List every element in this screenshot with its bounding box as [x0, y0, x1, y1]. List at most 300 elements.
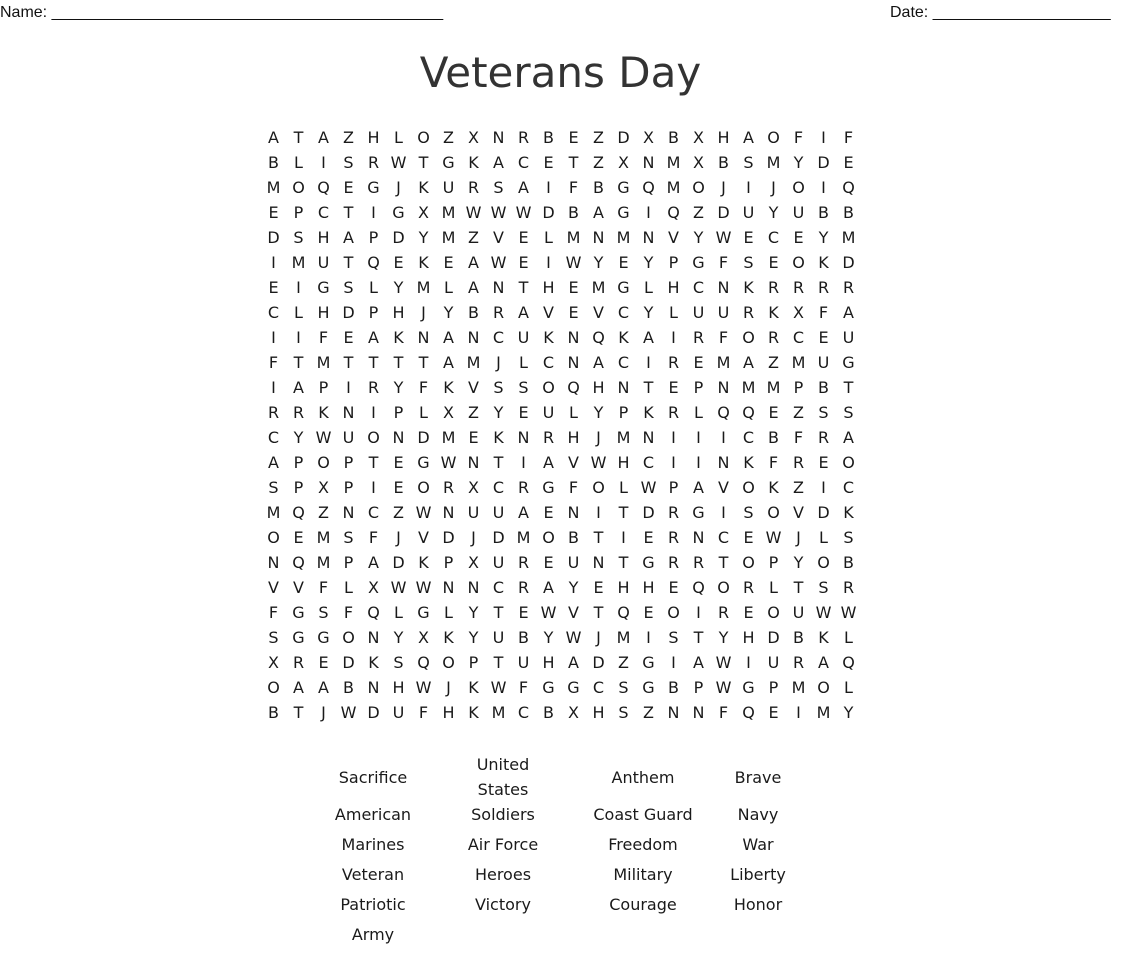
- grid-letter[interactable]: Y: [843, 703, 854, 722]
- grid-letter[interactable]: W: [565, 253, 582, 272]
- grid-letter[interactable]: D: [442, 528, 455, 547]
- grid-letter[interactable]: O: [367, 428, 380, 447]
- grid-letter[interactable]: Z: [793, 478, 804, 497]
- grid-letter[interactable]: P: [693, 378, 704, 397]
- grid-letter[interactable]: J: [796, 528, 801, 547]
- grid-letter[interactable]: B: [268, 153, 279, 172]
- grid-letter[interactable]: C: [792, 328, 805, 347]
- grid-letter[interactable]: Q: [692, 578, 705, 597]
- grid-letter[interactable]: O: [317, 453, 330, 472]
- grid-letter[interactable]: F: [768, 453, 779, 472]
- grid-letter[interactable]: Y: [793, 553, 804, 572]
- grid-letter[interactable]: G: [417, 603, 430, 622]
- grid-letter[interactable]: R: [842, 278, 855, 297]
- grid-letter[interactable]: D: [367, 703, 380, 722]
- grid-letter[interactable]: L: [394, 128, 403, 147]
- grid-letter[interactable]: J: [446, 678, 451, 697]
- grid-letter[interactable]: Z: [793, 403, 804, 422]
- grid-letter[interactable]: F: [793, 428, 804, 447]
- grid-letter[interactable]: I: [371, 203, 376, 222]
- grid-letter[interactable]: M: [616, 428, 631, 447]
- grid-letter[interactable]: F: [568, 178, 579, 197]
- grid-letter[interactable]: B: [468, 303, 479, 322]
- grid-letter[interactable]: U: [342, 428, 355, 447]
- grid-letter[interactable]: N: [642, 228, 655, 247]
- grid-letter[interactable]: Z: [593, 128, 604, 147]
- grid-letter[interactable]: T: [568, 153, 579, 172]
- grid-letter[interactable]: S: [393, 653, 404, 672]
- grid-letter[interactable]: I: [696, 453, 701, 472]
- grid-letter[interactable]: F: [518, 678, 529, 697]
- grid-letter[interactable]: K: [743, 278, 754, 297]
- grid-letter[interactable]: X: [643, 128, 654, 147]
- grid-letter[interactable]: G: [317, 278, 330, 297]
- grid-letter[interactable]: K: [818, 253, 829, 272]
- grid-letter[interactable]: R: [817, 278, 830, 297]
- grid-letter[interactable]: K: [543, 328, 554, 347]
- grid-letter[interactable]: D: [392, 553, 405, 572]
- grid-letter[interactable]: G: [392, 203, 405, 222]
- grid-letter[interactable]: F: [318, 328, 329, 347]
- grid-letter[interactable]: C: [592, 678, 605, 697]
- grid-letter[interactable]: A: [293, 678, 304, 697]
- grid-letter[interactable]: U: [692, 303, 705, 322]
- grid-letter[interactable]: Z: [343, 128, 354, 147]
- grid-letter[interactable]: Y: [718, 628, 729, 647]
- grid-letter[interactable]: E: [393, 253, 404, 272]
- grid-letter[interactable]: X: [468, 553, 479, 572]
- grid-letter[interactable]: W: [415, 503, 432, 522]
- grid-letter[interactable]: Q: [292, 553, 305, 572]
- grid-letter[interactable]: O: [842, 453, 855, 472]
- grid-letter[interactable]: A: [543, 453, 554, 472]
- grid-letter[interactable]: R: [667, 553, 680, 572]
- grid-letter[interactable]: G: [692, 253, 705, 272]
- grid-letter[interactable]: R: [842, 578, 855, 597]
- grid-letter[interactable]: B: [543, 128, 554, 147]
- grid-letter[interactable]: L: [844, 678, 853, 697]
- grid-letter[interactable]: I: [646, 628, 651, 647]
- grid-letter[interactable]: O: [692, 178, 705, 197]
- grid-letter[interactable]: T: [418, 353, 429, 372]
- grid-letter[interactable]: P: [768, 678, 779, 697]
- grid-letter[interactable]: K: [493, 428, 504, 447]
- grid-letter[interactable]: R: [692, 328, 705, 347]
- grid-letter[interactable]: O: [817, 678, 830, 697]
- grid-letter[interactable]: P: [293, 453, 304, 472]
- grid-letter[interactable]: I: [371, 478, 376, 497]
- grid-letter[interactable]: W: [715, 678, 732, 697]
- grid-letter[interactable]: M: [491, 703, 506, 722]
- grid-letter[interactable]: S: [293, 228, 304, 247]
- grid-letter[interactable]: R: [717, 603, 730, 622]
- grid-letter[interactable]: M: [416, 278, 431, 297]
- grid-letter[interactable]: J: [396, 528, 401, 547]
- grid-letter[interactable]: F: [568, 478, 579, 497]
- grid-letter[interactable]: N: [567, 328, 580, 347]
- grid-letter[interactable]: R: [667, 353, 680, 372]
- grid-letter[interactable]: K: [468, 703, 479, 722]
- grid-letter[interactable]: B: [818, 203, 829, 222]
- grid-letter[interactable]: X: [368, 578, 379, 597]
- grid-letter[interactable]: P: [293, 203, 304, 222]
- grid-letter[interactable]: W: [390, 578, 407, 597]
- grid-letter[interactable]: P: [368, 228, 379, 247]
- grid-letter[interactable]: A: [693, 478, 704, 497]
- grid-letter[interactable]: A: [268, 128, 279, 147]
- grid-letter[interactable]: G: [367, 178, 380, 197]
- grid-letter[interactable]: E: [343, 328, 354, 347]
- grid-letter[interactable]: W: [415, 678, 432, 697]
- grid-letter[interactable]: X: [793, 303, 804, 322]
- grid-letter[interactable]: Q: [842, 653, 855, 672]
- grid-letter[interactable]: E: [343, 178, 354, 197]
- grid-letter[interactable]: U: [317, 253, 330, 272]
- grid-letter[interactable]: A: [468, 278, 479, 297]
- grid-letter[interactable]: E: [643, 528, 654, 547]
- grid-letter[interactable]: L: [569, 403, 578, 422]
- grid-letter[interactable]: N: [517, 428, 530, 447]
- grid-letter[interactable]: G: [617, 278, 630, 297]
- grid-letter[interactable]: F: [268, 603, 279, 622]
- grid-letter[interactable]: B: [593, 178, 604, 197]
- grid-letter[interactable]: A: [318, 128, 329, 147]
- grid-letter[interactable]: D: [817, 503, 830, 522]
- grid-letter[interactable]: C: [617, 353, 630, 372]
- grid-letter[interactable]: P: [368, 303, 379, 322]
- grid-letter[interactable]: T: [618, 553, 629, 572]
- grid-letter[interactable]: I: [521, 453, 526, 472]
- grid-letter[interactable]: E: [318, 653, 329, 672]
- grid-letter[interactable]: B: [518, 628, 529, 647]
- grid-letter[interactable]: A: [443, 328, 454, 347]
- grid-letter[interactable]: L: [419, 403, 428, 422]
- grid-letter[interactable]: E: [843, 153, 854, 172]
- grid-letter[interactable]: J: [396, 178, 401, 197]
- grid-letter[interactable]: Y: [393, 278, 404, 297]
- grid-letter[interactable]: C: [317, 203, 330, 222]
- grid-letter[interactable]: T: [493, 603, 504, 622]
- date-field-label[interactable]: Date: ____________________: [890, 4, 1111, 21]
- grid-letter[interactable]: N: [467, 328, 480, 347]
- grid-letter[interactable]: S: [618, 703, 629, 722]
- grid-letter[interactable]: N: [692, 528, 705, 547]
- grid-letter[interactable]: K: [618, 328, 629, 347]
- grid-letter[interactable]: Q: [742, 403, 755, 422]
- grid-letter[interactable]: Y: [693, 228, 704, 247]
- grid-letter[interactable]: O: [267, 528, 280, 547]
- grid-letter[interactable]: D: [342, 303, 355, 322]
- grid-letter[interactable]: W: [315, 428, 332, 447]
- grid-letter[interactable]: O: [542, 528, 555, 547]
- grid-letter[interactable]: T: [593, 603, 604, 622]
- grid-letter[interactable]: R: [542, 428, 555, 447]
- grid-letter[interactable]: E: [768, 403, 779, 422]
- grid-letter[interactable]: Z: [443, 128, 454, 147]
- grid-letter[interactable]: X: [418, 203, 429, 222]
- grid-letter[interactable]: E: [293, 528, 304, 547]
- grid-letter[interactable]: R: [467, 178, 480, 197]
- grid-letter[interactable]: U: [767, 653, 780, 672]
- grid-letter[interactable]: H: [442, 703, 455, 722]
- grid-letter[interactable]: E: [568, 278, 579, 297]
- grid-letter[interactable]: B: [818, 378, 829, 397]
- grid-letter[interactable]: R: [792, 453, 805, 472]
- grid-letter[interactable]: H: [317, 228, 330, 247]
- grid-letter[interactable]: N: [392, 428, 405, 447]
- grid-letter[interactable]: N: [417, 328, 430, 347]
- grid-letter[interactable]: F: [718, 253, 729, 272]
- grid-letter[interactable]: B: [668, 678, 679, 697]
- grid-letter[interactable]: A: [518, 178, 529, 197]
- grid-letter[interactable]: N: [342, 503, 355, 522]
- grid-letter[interactable]: S: [343, 278, 354, 297]
- grid-letter[interactable]: R: [667, 503, 680, 522]
- grid-letter[interactable]: J: [321, 703, 326, 722]
- grid-letter[interactable]: U: [492, 628, 505, 647]
- grid-letter[interactable]: K: [368, 653, 379, 672]
- grid-letter[interactable]: Y: [768, 203, 779, 222]
- grid-letter[interactable]: K: [768, 303, 779, 322]
- grid-letter[interactable]: O: [792, 178, 805, 197]
- grid-letter[interactable]: T: [843, 378, 854, 397]
- grid-letter[interactable]: E: [268, 278, 279, 297]
- grid-letter[interactable]: M: [441, 228, 456, 247]
- grid-letter[interactable]: N: [267, 553, 280, 572]
- grid-letter[interactable]: O: [817, 553, 830, 572]
- grid-letter[interactable]: H: [392, 678, 405, 697]
- grid-letter[interactable]: E: [693, 353, 704, 372]
- grid-letter[interactable]: U: [517, 328, 530, 347]
- grid-letter[interactable]: G: [542, 478, 555, 497]
- grid-letter[interactable]: Y: [643, 253, 654, 272]
- grid-letter[interactable]: A: [743, 353, 754, 372]
- grid-letter[interactable]: S: [743, 503, 754, 522]
- grid-letter[interactable]: O: [767, 603, 780, 622]
- grid-letter[interactable]: D: [842, 253, 855, 272]
- grid-letter[interactable]: I: [621, 528, 626, 547]
- grid-letter[interactable]: L: [294, 303, 303, 322]
- grid-letter[interactable]: R: [292, 403, 305, 422]
- grid-letter[interactable]: N: [717, 378, 730, 397]
- grid-letter[interactable]: O: [667, 603, 680, 622]
- grid-letter[interactable]: I: [671, 328, 676, 347]
- grid-letter[interactable]: T: [493, 453, 504, 472]
- grid-letter[interactable]: W: [490, 253, 507, 272]
- grid-letter[interactable]: F: [418, 703, 429, 722]
- grid-letter[interactable]: L: [394, 603, 403, 622]
- grid-letter[interactable]: L: [519, 353, 528, 372]
- grid-letter[interactable]: G: [617, 203, 630, 222]
- grid-letter[interactable]: A: [518, 303, 529, 322]
- grid-letter[interactable]: I: [746, 178, 751, 197]
- grid-letter[interactable]: E: [743, 228, 754, 247]
- grid-letter[interactable]: A: [843, 428, 854, 447]
- grid-letter[interactable]: A: [818, 653, 829, 672]
- grid-letter[interactable]: F: [418, 378, 429, 397]
- grid-letter[interactable]: E: [443, 253, 454, 272]
- grid-letter[interactable]: N: [367, 628, 380, 647]
- grid-letter[interactable]: I: [271, 328, 276, 347]
- grid-letter[interactable]: K: [393, 328, 404, 347]
- grid-letter[interactable]: G: [642, 678, 655, 697]
- grid-letter[interactable]: A: [318, 678, 329, 697]
- grid-letter[interactable]: X: [468, 128, 479, 147]
- grid-letter[interactable]: E: [593, 578, 604, 597]
- grid-letter[interactable]: L: [669, 303, 678, 322]
- grid-letter[interactable]: J: [596, 428, 601, 447]
- grid-letter[interactable]: O: [717, 578, 730, 597]
- grid-letter[interactable]: Q: [617, 603, 630, 622]
- grid-letter[interactable]: W: [390, 153, 407, 172]
- grid-letter[interactable]: C: [767, 228, 780, 247]
- grid-letter[interactable]: E: [543, 553, 554, 572]
- grid-letter[interactable]: P: [668, 253, 679, 272]
- grid-letter[interactable]: X: [568, 703, 579, 722]
- grid-letter[interactable]: I: [371, 403, 376, 422]
- grid-letter[interactable]: I: [346, 378, 351, 397]
- grid-letter[interactable]: N: [367, 678, 380, 697]
- grid-letter[interactable]: Q: [842, 178, 855, 197]
- grid-letter[interactable]: A: [468, 253, 479, 272]
- grid-letter[interactable]: F: [843, 128, 854, 147]
- grid-letter[interactable]: B: [718, 153, 729, 172]
- grid-letter[interactable]: O: [417, 478, 430, 497]
- grid-letter[interactable]: R: [742, 303, 755, 322]
- grid-letter[interactable]: R: [292, 653, 305, 672]
- grid-letter[interactable]: K: [468, 678, 479, 697]
- grid-letter[interactable]: N: [467, 578, 480, 597]
- grid-letter[interactable]: U: [817, 353, 830, 372]
- grid-letter[interactable]: I: [646, 203, 651, 222]
- grid-letter[interactable]: E: [543, 503, 554, 522]
- grid-letter[interactable]: R: [517, 578, 530, 597]
- grid-letter[interactable]: U: [517, 653, 530, 672]
- grid-letter[interactable]: Y: [818, 228, 829, 247]
- grid-letter[interactable]: V: [593, 303, 604, 322]
- grid-letter[interactable]: C: [492, 578, 505, 597]
- grid-letter[interactable]: B: [793, 628, 804, 647]
- grid-letter[interactable]: X: [693, 128, 704, 147]
- grid-letter[interactable]: K: [468, 153, 479, 172]
- grid-letter[interactable]: S: [618, 678, 629, 697]
- grid-letter[interactable]: F: [268, 353, 279, 372]
- grid-letter[interactable]: F: [368, 528, 379, 547]
- grid-letter[interactable]: O: [792, 253, 805, 272]
- grid-letter[interactable]: W: [490, 678, 507, 697]
- grid-letter[interactable]: B: [543, 703, 554, 722]
- grid-letter[interactable]: N: [467, 453, 480, 472]
- grid-letter[interactable]: A: [743, 128, 754, 147]
- grid-letter[interactable]: N: [642, 428, 655, 447]
- grid-letter[interactable]: J: [771, 178, 776, 197]
- grid-letter[interactable]: B: [568, 528, 579, 547]
- grid-letter[interactable]: I: [721, 428, 726, 447]
- grid-letter[interactable]: Z: [318, 503, 329, 522]
- grid-letter[interactable]: U: [492, 503, 505, 522]
- grid-letter[interactable]: G: [417, 453, 430, 472]
- grid-letter[interactable]: D: [392, 228, 405, 247]
- grid-letter[interactable]: I: [596, 503, 601, 522]
- grid-letter[interactable]: A: [593, 203, 604, 222]
- grid-letter[interactable]: P: [618, 403, 629, 422]
- grid-letter[interactable]: T: [643, 378, 654, 397]
- grid-letter[interactable]: S: [843, 528, 854, 547]
- grid-letter[interactable]: U: [392, 703, 405, 722]
- grid-letter[interactable]: V: [793, 503, 804, 522]
- grid-letter[interactable]: N: [492, 278, 505, 297]
- grid-letter[interactable]: Z: [468, 228, 479, 247]
- grid-letter[interactable]: I: [671, 453, 676, 472]
- grid-letter[interactable]: C: [542, 353, 555, 372]
- grid-letter[interactable]: X: [318, 478, 329, 497]
- grid-letter[interactable]: R: [517, 128, 530, 147]
- grid-letter[interactable]: E: [518, 253, 529, 272]
- grid-letter[interactable]: S: [318, 603, 329, 622]
- grid-letter[interactable]: F: [793, 128, 804, 147]
- grid-letter[interactable]: R: [492, 303, 505, 322]
- grid-letter[interactable]: E: [793, 228, 804, 247]
- grid-letter[interactable]: K: [818, 628, 829, 647]
- grid-letter[interactable]: C: [517, 703, 530, 722]
- grid-letter[interactable]: R: [367, 153, 380, 172]
- grid-letter[interactable]: G: [742, 678, 755, 697]
- grid-letter[interactable]: M: [616, 228, 631, 247]
- grid-letter[interactable]: K: [318, 403, 329, 422]
- grid-letter[interactable]: Q: [567, 378, 580, 397]
- grid-letter[interactable]: U: [542, 403, 555, 422]
- grid-letter[interactable]: C: [517, 153, 530, 172]
- grid-letter[interactable]: F: [718, 703, 729, 722]
- grid-letter[interactable]: M: [316, 528, 331, 547]
- grid-letter[interactable]: Z: [593, 153, 604, 172]
- grid-letter[interactable]: I: [546, 253, 551, 272]
- grid-letter[interactable]: T: [518, 278, 529, 297]
- grid-letter[interactable]: I: [271, 378, 276, 397]
- grid-letter[interactable]: S: [743, 253, 754, 272]
- grid-letter[interactable]: E: [618, 253, 629, 272]
- grid-letter[interactable]: Y: [443, 303, 454, 322]
- grid-letter[interactable]: H: [742, 628, 755, 647]
- grid-letter[interactable]: L: [544, 228, 553, 247]
- grid-letter[interactable]: K: [443, 628, 454, 647]
- grid-letter[interactable]: H: [667, 278, 680, 297]
- grid-letter[interactable]: F: [343, 603, 354, 622]
- grid-letter[interactable]: P: [293, 478, 304, 497]
- grid-letter[interactable]: R: [267, 403, 280, 422]
- grid-letter[interactable]: S: [343, 153, 354, 172]
- grid-letter[interactable]: E: [668, 378, 679, 397]
- grid-letter[interactable]: A: [368, 328, 379, 347]
- grid-letter[interactable]: S: [843, 403, 854, 422]
- grid-letter[interactable]: D: [642, 503, 655, 522]
- grid-letter[interactable]: C: [267, 303, 280, 322]
- grid-letter[interactable]: O: [592, 478, 605, 497]
- grid-letter[interactable]: P: [318, 378, 329, 397]
- grid-letter[interactable]: L: [619, 478, 628, 497]
- grid-letter[interactable]: V: [293, 578, 304, 597]
- grid-letter[interactable]: G: [292, 603, 305, 622]
- grid-letter[interactable]: E: [518, 403, 529, 422]
- grid-letter[interactable]: U: [442, 178, 455, 197]
- grid-letter[interactable]: D: [617, 128, 630, 147]
- grid-letter[interactable]: S: [493, 378, 504, 397]
- grid-letter[interactable]: T: [343, 353, 354, 372]
- grid-letter[interactable]: P: [343, 478, 354, 497]
- grid-letter[interactable]: V: [668, 228, 679, 247]
- grid-letter[interactable]: M: [591, 278, 606, 297]
- grid-letter[interactable]: S: [268, 628, 279, 647]
